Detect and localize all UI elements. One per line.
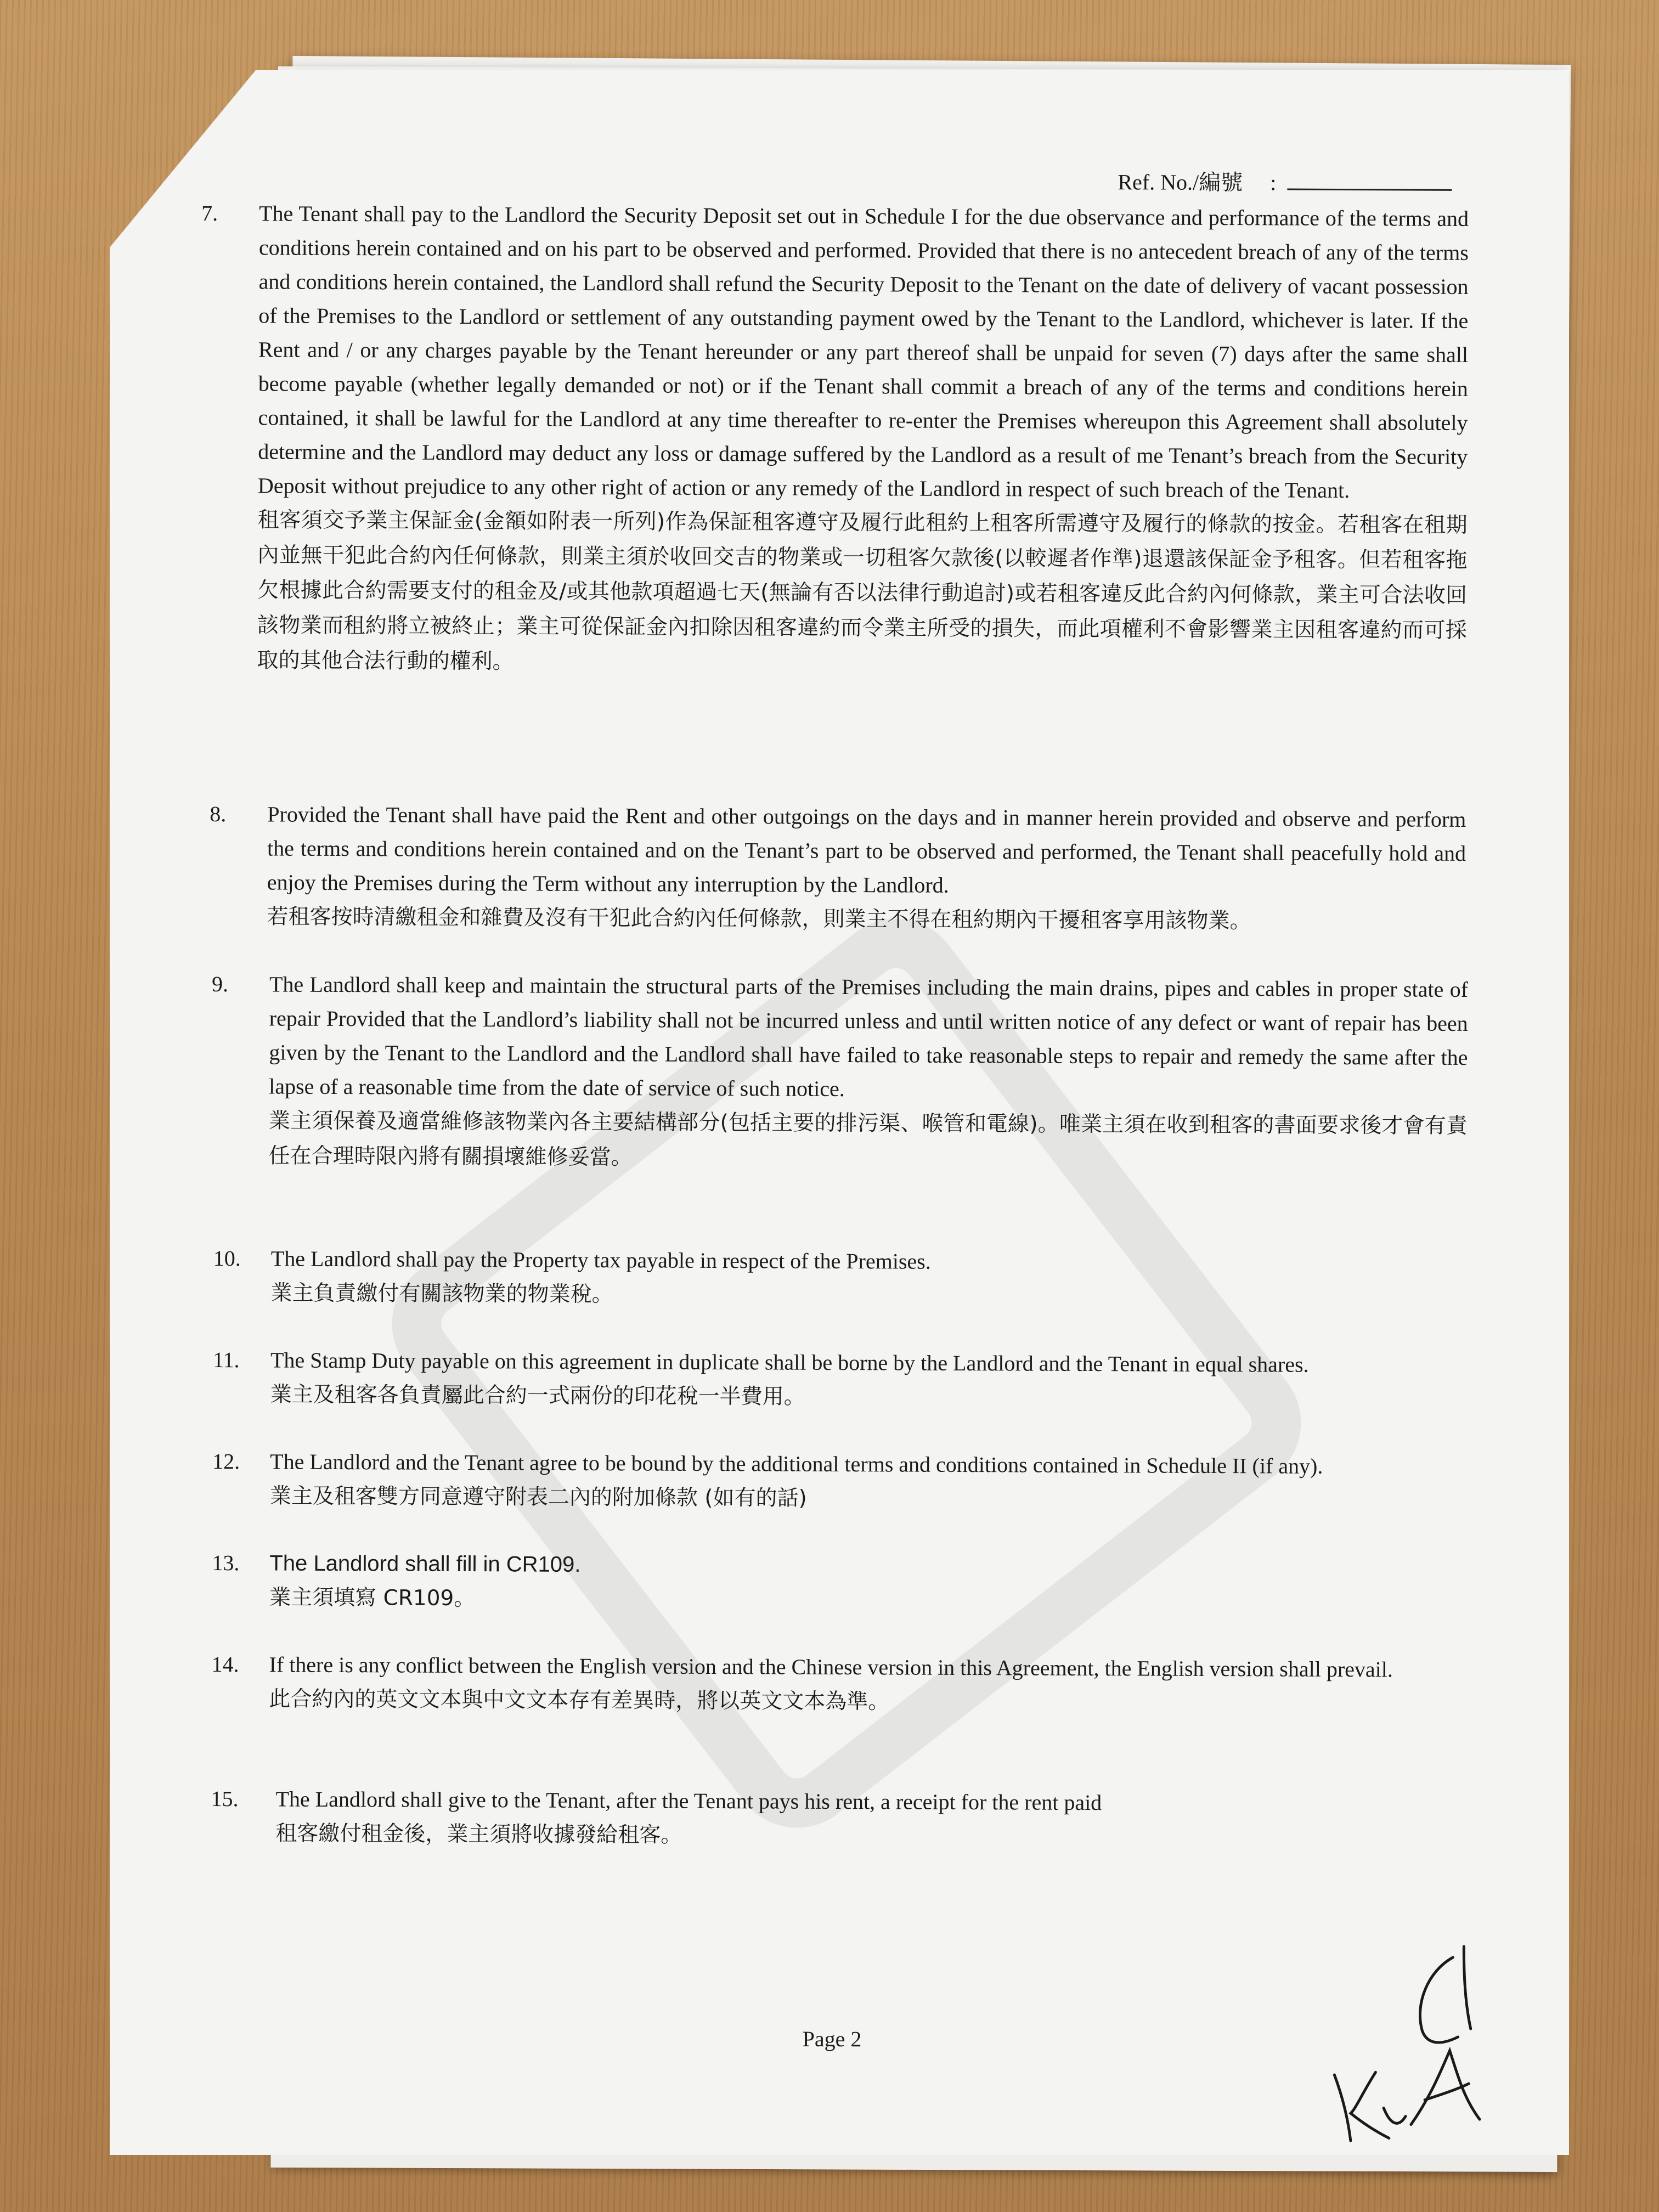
clause-chinese: 租客繳付租金後，業主須將收據發給租客。: [275, 1821, 682, 1848]
clause-chinese: 此合約內的英文文本與中文文本存有差異時，將以英文文本為準。: [269, 1686, 890, 1714]
clause-12: [212, 1444, 1469, 1519]
clause-chinese: 業主負責繳付有關該物業的物業稅。: [270, 1280, 613, 1307]
clause-english: The Landlord shall keep and maintain the structural parts of the Premises including the main drains, pipes and cables in proper state of repair Provided that the Landlord’s liability shall not be incurred unless and until written notice of any defect or want of repair has been given by the Tenant to the Landlord and the Landlord shall have failed to take reasonable steps to repair and remedy the same after the lapse of a reasonable time from the date of service of such notice.: [269, 972, 1469, 1102]
clause-chinese: 業主及租客雙方同意遵守附表二內的附加條款 (如有的話): [269, 1483, 807, 1511]
clause-number: 8.: [210, 801, 227, 827]
clause-9: [211, 967, 1469, 1179]
handwritten-initials: [1323, 1932, 1511, 2163]
clause-english: The Tenant shall pay to the Landlord the Security Deposit set out in Schedule I for the due observance and performance of the terms and conditions herein contained and on his part to be observed and performed. Provided that there is no antecedent breach of any of the terms and conditions herein contained, the Landlord shall refund the Security Deposit to the Tenant on the date of delivery of vacant possession of the Premises to the Landlord or settlement of any outstanding payment owed by the Tenant to the Landlord, whichever is later. If the Rent and / or any charges payable by the Tenant hereunder or any part thereof shall be unpaid for seven (7) days after the same shall become payable (whether legally demanded or not) or if the Tenant shall commit a breach of any of the terms and conditions herein contained, it shall be lawful for the Landlord at any time thereafter to re-enter the Premises whereupon this Agreement shall absolutely determine and the Landlord may deduct any loss or damage suffered by the Landlord as a result of me Tenant’s breach from the Security Deposit without prejudice to any other right of action or any remedy of the Landlord in respect of such breach of the Tenant.: [257, 201, 1469, 503]
page-number: Page 2: [802, 2026, 862, 2052]
page-content: [105, 67, 1574, 2158]
clause-8: [209, 797, 1466, 940]
clause-number: 9.: [211, 972, 229, 997]
clause-number: 14.: [211, 1652, 239, 1677]
clause-number: 10.: [213, 1246, 241, 1271]
ref-blank-line: [1287, 189, 1452, 191]
clause-7: [199, 196, 1469, 684]
clause-15: [211, 1782, 1468, 1857]
clause-english: The Landlord shall fill in CR109.: [269, 1551, 581, 1577]
clause-english: The Landlord shall pay the Property tax payable in respect of the Premises.: [270, 1246, 931, 1274]
clause-14: [211, 1647, 1468, 1722]
clause-chinese: 業主須保養及適當維修該物業內各主要結構部分(包括主要的排污渠、喉管和電線)。唯業主須在收到租客的書面要求後才會有責任在合理時限內將有關損壞維修妥當。: [268, 1108, 1468, 1170]
clause-13: [212, 1546, 1469, 1621]
clause-number: 13.: [212, 1550, 240, 1576]
clause-english: The Stamp Duty payable on this agreement in duplicate shall be borne by the Landlord and the Tenant in equal shares.: [270, 1347, 1309, 1377]
clause-number: 12.: [212, 1449, 240, 1474]
clause-english: If there is any conflict between the English version and the Chinese version in this Agreement, the English version shall prevail.: [269, 1652, 1393, 1682]
clause-chinese: 若租客按時清繳租金和雜費及沒有干犯此合約內任何條款，則業主不得在租約期內干擾租客享用該物業。: [267, 904, 1251, 934]
clause-chinese: 租客須交予業主保証金(金額如附表一所列)作為保証租客遵守及履行此租約上租客所需遵守及履行的條款的按金。若租客在租期內並無干犯此合約內任何條款，則業主須於收回交吉的物業或一切租客欠款後(以較遲者作準)退還該保証金予租客。但若租客拖欠根據此合約需要支付的租金及/或其他款項超過七天(無論有否以法律行動追討)或若租客違反此合約內何條款，業主可合法收回該物業而租約將立被終止；業主可從保証金內扣除因租客違約而令業主所受的損失，而此項權利不會影響業主因租客違約而可採取的其他合法行動的權利。: [257, 507, 1468, 674]
clause-11: [213, 1343, 1470, 1418]
clause-chinese: 業主及租客各負責屬此合約一式兩份的印花稅一半費用。: [270, 1382, 805, 1409]
clause-number: 7.: [201, 200, 218, 226]
ref-colon: :: [1270, 170, 1277, 195]
ref-number: [1118, 165, 1452, 198]
clause-chinese: 業主須填寫 CR109。: [269, 1585, 476, 1611]
clause-number: 11.: [212, 1347, 240, 1373]
ref-label: Ref. No./編號: [1118, 170, 1243, 195]
clause-number: 15.: [211, 1786, 239, 1812]
clause-10: [213, 1242, 1470, 1316]
clause-english: The Landlord shall give to the Tenant, after the Tenant pays his rent, a receipt for the rent paid: [275, 1786, 1102, 1815]
clause-english: The Landlord and the Tenant agree to be bound by the additional terms and conditions contained in Schedule II (if any).: [270, 1449, 1323, 1479]
clause-english: Provided the Tenant shall have paid the Rent and other outgoings on the days and in manner herein provided and observe and perform the terms and conditions herein contained and on the Tenant’s part to be observed and performed, the Tenant shall peacefully hold and enjoy the Premises during the Term without any interruption by the Landlord.: [267, 802, 1466, 898]
